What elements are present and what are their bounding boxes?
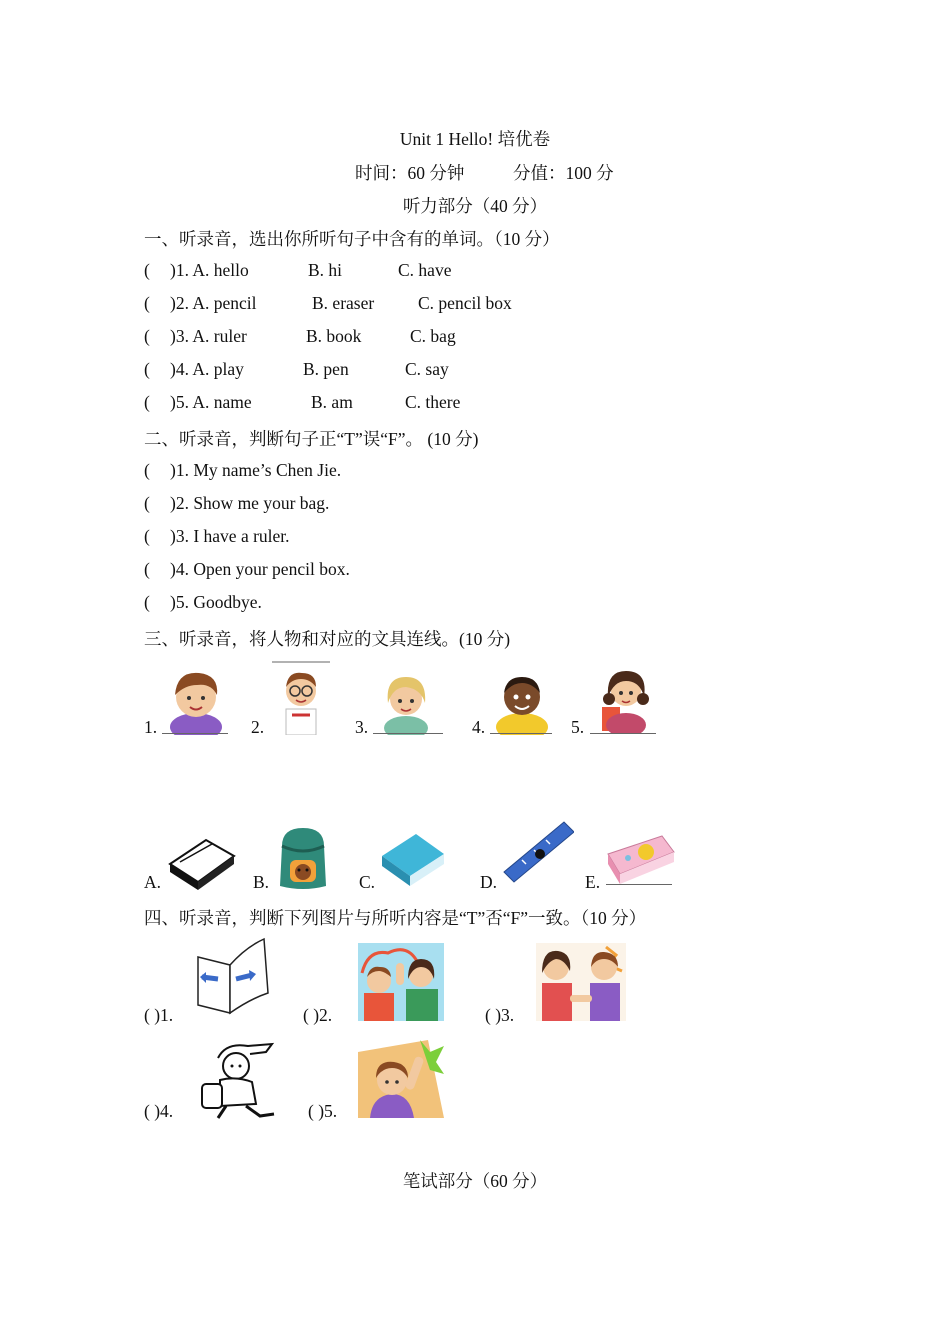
- book-image: [380, 830, 446, 888]
- answer-paren[interactable]: (: [144, 526, 150, 546]
- answer-paren[interactable]: (: [144, 559, 150, 579]
- answer-blank[interactable]: [162, 733, 228, 734]
- question-option-c: C. there: [405, 392, 461, 412]
- boy-waving-image: [358, 1040, 444, 1118]
- question-option-b: B. am: [311, 392, 353, 412]
- supply-label: E.: [585, 872, 601, 892]
- question-option-c: C. bag: [410, 326, 456, 346]
- girl-blonde-image: [375, 665, 437, 735]
- question-option-b: B. pen: [303, 359, 349, 379]
- answer-paren[interactable]: (: [144, 260, 150, 280]
- answer-paren[interactable]: (: [144, 359, 150, 379]
- question-option-c: C. have: [398, 260, 452, 280]
- question-option-c: C. pencil box: [418, 293, 512, 313]
- section3-heading: 三、听录音，将人物和对应的文具连线。(10 分): [144, 629, 511, 649]
- girl-backpack-image: [594, 663, 654, 733]
- statement-text: )2. Show me your bag.: [170, 493, 330, 513]
- person-label: 4.: [472, 717, 486, 737]
- answer-blank[interactable]: [490, 733, 552, 734]
- writing-section-heading: 笔试部分（60 分）: [402, 1171, 548, 1191]
- supply-label: A.: [144, 872, 162, 892]
- answer-paren[interactable]: (: [144, 592, 150, 612]
- question-option-b: B. book: [306, 326, 362, 346]
- section4-heading: 四、听录音，判断下列图片与所听内容是“T”否“F”一致。（10 分）: [144, 908, 647, 928]
- time-label: 时间：60 分钟: [355, 163, 465, 183]
- answer-paren[interactable]: (: [144, 392, 150, 412]
- boy-running-cap-image: [196, 1040, 278, 1120]
- section1-heading: 一、听录音，选出你所听句子中含有的单词。（10 分）: [144, 229, 560, 249]
- supply-label: C.: [359, 872, 376, 892]
- question-option-a: )4. A. play: [170, 359, 244, 379]
- answer-paren-item[interactable]: ( )5.: [308, 1101, 338, 1121]
- question-option-a: )5. A. name: [170, 392, 252, 412]
- supply-label: B.: [253, 872, 270, 892]
- question-option-c: C. say: [405, 359, 449, 379]
- answer-paren[interactable]: (: [144, 326, 150, 346]
- listening-heading: 听力部分（40 分）: [402, 196, 548, 216]
- answer-paren[interactable]: (: [144, 293, 150, 313]
- eraser-image: [166, 834, 236, 890]
- question-option-a: )3. A. ruler: [170, 326, 247, 346]
- backpack-image: [272, 826, 334, 890]
- question-option-a: )1. A. hello: [170, 260, 249, 280]
- answer-blank[interactable]: [373, 733, 443, 734]
- answer-paren-item[interactable]: ( )1.: [144, 1005, 174, 1025]
- statement-text: )3. I have a ruler.: [170, 526, 290, 546]
- question-option-b: B. eraser: [312, 293, 375, 313]
- question-option-a: )2. A. pencil: [170, 293, 257, 313]
- answer-blank[interactable]: [606, 884, 672, 885]
- pencil-box-image: [606, 832, 676, 886]
- page-title: Unit 1 Hello! 培优卷: [399, 129, 551, 149]
- open-book-image: [196, 937, 270, 1015]
- supply-label: D.: [480, 872, 498, 892]
- answer-paren-item[interactable]: ( )2.: [303, 1005, 333, 1025]
- statement-text: )4. Open your pencil box.: [170, 559, 350, 579]
- greeting-kids-image: [358, 943, 444, 1021]
- boy-purple-shirt-image: [165, 665, 227, 735]
- statement-text: )5. Goodbye.: [170, 592, 262, 612]
- handshake-image: [536, 943, 626, 1021]
- person-label: 2.: [251, 717, 265, 737]
- statement-text: )1. My name’s Chen Jie.: [170, 460, 342, 480]
- answer-blank[interactable]: [590, 733, 656, 734]
- person-label: 3.: [355, 717, 369, 737]
- ruler-image: [502, 820, 574, 884]
- section2-heading: 二、听录音，判断句子正“T”误“F”。 (10 分): [144, 429, 479, 449]
- boy-yellow-shirt-image: [492, 665, 552, 735]
- person-label: 1.: [144, 717, 158, 737]
- answer-paren-item[interactable]: ( )4.: [144, 1101, 174, 1121]
- score-label: 分值：100 分: [513, 163, 614, 183]
- question-option-b: B. hi: [308, 260, 343, 280]
- answer-paren[interactable]: (: [144, 493, 150, 513]
- answer-paren[interactable]: (: [144, 460, 150, 480]
- boy-glasses-image: [272, 661, 330, 735]
- answer-paren-item[interactable]: ( )3.: [485, 1005, 515, 1025]
- person-label: 5.: [571, 717, 585, 737]
